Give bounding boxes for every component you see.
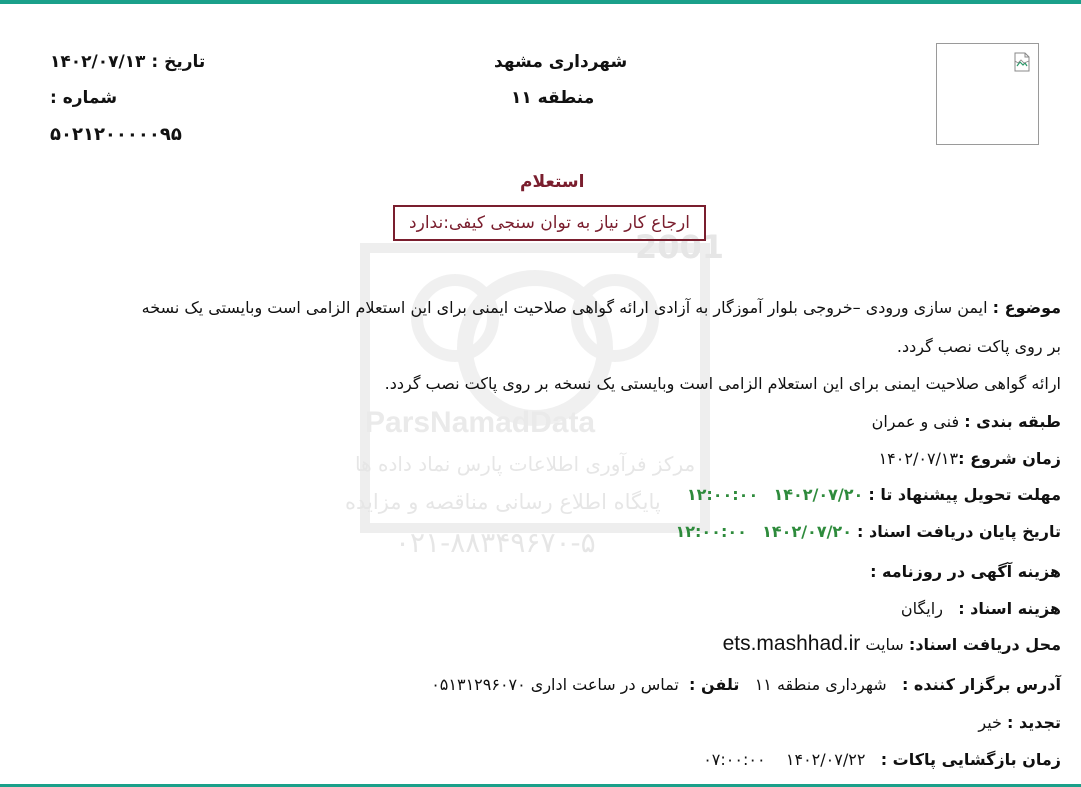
renewal-label: تجدید :	[1007, 713, 1061, 732]
renewal-value: خیر	[978, 713, 1007, 732]
opening-label: زمان بازگشایی پاکات :	[880, 750, 1061, 769]
category-label: طبقه بندی :	[964, 412, 1061, 431]
phone-label: تلفن :	[689, 675, 740, 694]
logo-placeholder	[936, 43, 1039, 145]
opening-date: ۱۴۰۲/۰۷/۲۲	[785, 750, 866, 769]
letter-number-value: ۵۰۲۱۲۰۰۰۰۰۹۵	[50, 124, 182, 145]
address-label: آدرس برگزار کننده :	[901, 675, 1061, 694]
start-value: ۱۴۰۲/۰۷/۱۳	[878, 449, 959, 468]
doc-title: استعلام	[520, 172, 585, 192]
subject-line-3: ارائه گواهی صلاحیت ایمنی برای این استعلام الزامی است وبایستی یک نسخه بر روی پاکت نصب گردد.	[384, 374, 1061, 393]
renewal-row	[978, 713, 1061, 732]
subject-line-2: بر روی پاکت نصب گردد.	[896, 337, 1061, 356]
offer-deadline-label: مهلت تحویل پیشنهاد تا :	[868, 485, 1061, 504]
watermark	[345, 228, 725, 568]
letter-number-label: شماره :	[50, 88, 118, 108]
letter-date: تاریخ : ۱۴۰۲/۰۷/۱۳	[50, 52, 206, 72]
doc-cost-label: هزینه اسناد :	[958, 599, 1061, 618]
top-accent-bar	[0, 0, 1081, 4]
start-label: زمان شروع :	[958, 449, 1061, 468]
category-value: فنی و عمران	[871, 412, 965, 431]
offer-deadline-time: ۱۲:۰۰:۰۰	[686, 485, 759, 504]
doc-place-row	[723, 632, 1061, 656]
doc-place-site-link[interactable]: ets.mashhad.ir	[722, 632, 861, 655]
docs-end-label: تاریخ پایان دریافت اسناد :	[857, 522, 1061, 541]
org-name: شهرداری مشهد	[494, 52, 628, 72]
watermark-line-2: پایگاه اطلاع رسانی مناقصه و مزایده	[345, 490, 661, 514]
opening-time-row	[703, 750, 1061, 769]
watermark-brand: ParsNamadData	[365, 406, 596, 439]
watermark-digits: 2001	[635, 228, 725, 266]
docs-end-row	[675, 522, 1061, 541]
docs-end-date: ۱۴۰۲/۰۷/۲۰	[762, 522, 852, 541]
doc-cost-row	[901, 599, 1061, 618]
subject-label: موضوع :	[992, 298, 1061, 317]
opening-time: ۰۷:۰۰:۰۰	[703, 750, 766, 769]
watermark-phone: ۰۲۱-۸۸۳۴۹۶۷۰-۵	[395, 526, 596, 559]
newspaper-cost-row	[870, 562, 1061, 581]
watermark-line-1: مرکز فرآوری اطلاعات پارس نماد داده ها	[355, 452, 696, 476]
watermark-emblem	[345, 228, 725, 568]
docs-end-time: ۱۲:۰۰:۰۰	[675, 522, 747, 541]
broken-image-icon	[1014, 52, 1030, 72]
region-name: منطقه ۱۱	[511, 88, 595, 108]
doc-place-label: محل دریافت اسناد:	[908, 635, 1061, 654]
organizer-address-row	[431, 675, 1061, 694]
newspaper-cost-label: هزینه آگهی در روزنامه :	[870, 562, 1061, 581]
start-row	[879, 449, 1061, 468]
offer-deadline-date: ۱۴۰۲/۰۷/۲۰	[773, 485, 864, 504]
address-value: شهرداری منطقه ۱۱	[754, 675, 887, 694]
category-row	[872, 412, 1061, 431]
quality-assessment-note: ارجاع کار نیاز به توان سنجی کیفی:ندارد	[393, 205, 706, 241]
doc-cost-value: رایگان	[900, 599, 943, 618]
offer-deadline-row	[687, 485, 1061, 504]
phone-value: تماس در ساعت اداری ۰۵۱۳۱۲۹۶۰۷۰	[431, 675, 679, 694]
subject-text-1: ایمن سازی ورودی –خروجی بلوار آموزگار به آزادی ارائه گواهی صلاحیت ایمنی برای این استعلام الزامی است وبایستی یک نسخه	[141, 298, 993, 317]
subject-line-1	[142, 298, 1061, 317]
doc-place-prefix: سایت	[860, 635, 909, 654]
